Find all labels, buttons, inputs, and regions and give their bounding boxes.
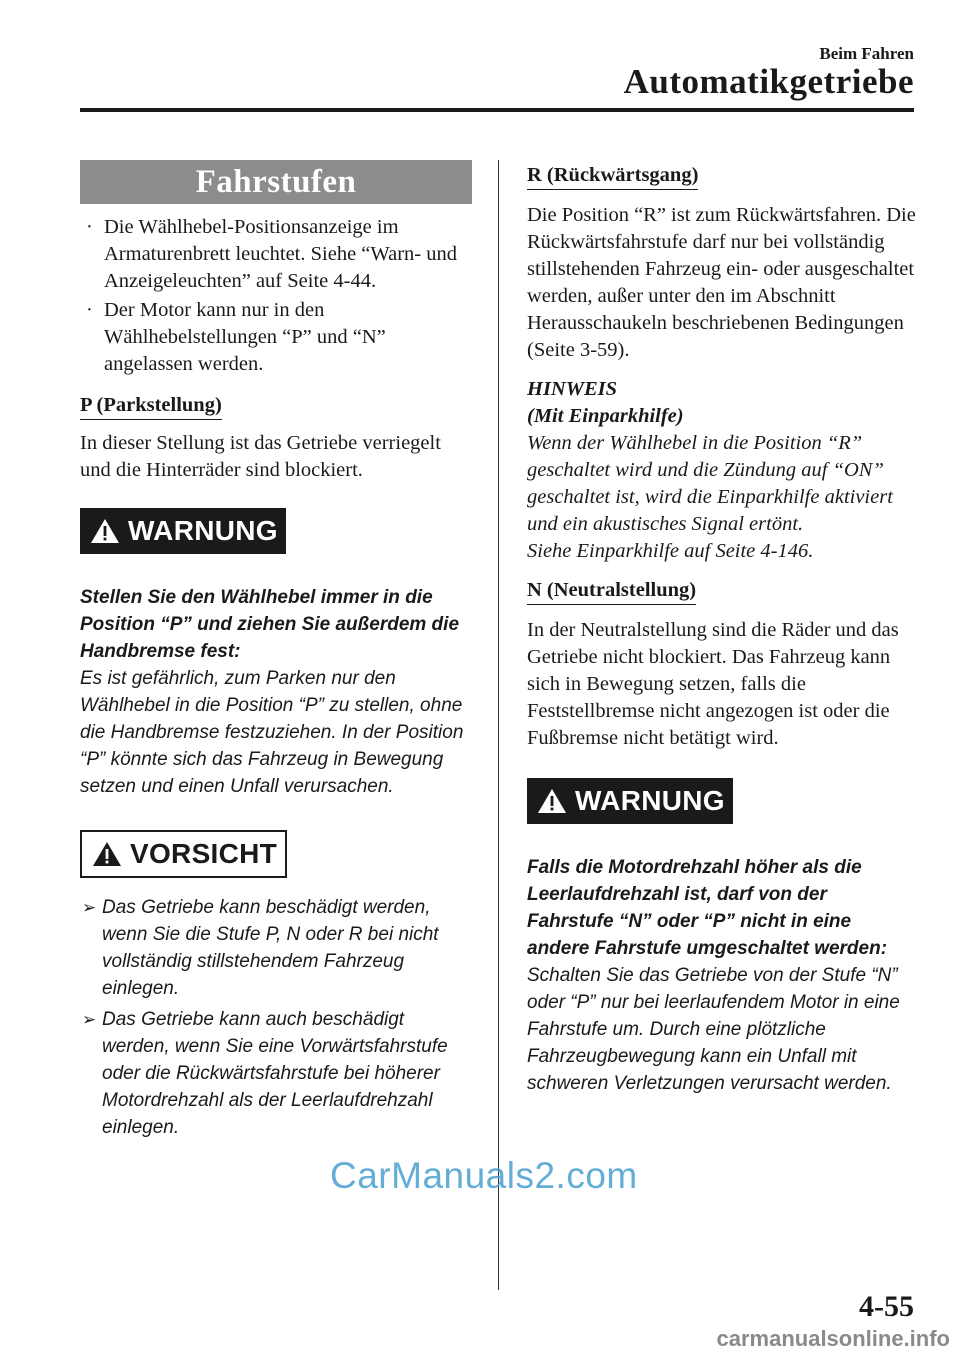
warning-headline: Falls die Motordrehzahl höher als die Leerlaufdrehzahl ist, darf von der Fahrstufe “N” oder “P” nicht in eine andere Fahrstufe umgeschaltet werden: xyxy=(527,857,888,959)
arrow-bullet-icon: ➢ xyxy=(82,898,97,917)
warning-label: WARNUNG xyxy=(128,515,278,546)
list-item: ➢ Das Getriebe kann auch beschädigt werden, wenn Sie eine Vorwärtsfahrstufe oder die Rückwärtsfahrstufe bei höherer Motordrehzahl als der Leerlaufdrehzahl einlegen. xyxy=(80,1006,472,1141)
warning-triangle-icon xyxy=(90,518,120,544)
column-divider xyxy=(498,160,499,1290)
warning-triangle-icon xyxy=(537,788,567,814)
warning-label: WARNUNG xyxy=(575,785,725,816)
warning-box xyxy=(527,778,733,824)
caution-label: VORSICHT xyxy=(130,838,278,869)
list-item: · Der Motor kann nur in den Wählhebelstellungen “P” und “N” angelassen werden. xyxy=(86,299,386,375)
heading-n-neutralstellung: N (Neutralstellung) xyxy=(527,577,696,605)
p-description: In dieser Stellung ist das Getriebe verriegelt und die Hinterräder sind blockiert. xyxy=(80,432,441,481)
bullet-dot-icon: · xyxy=(86,299,93,321)
caution-box xyxy=(80,830,287,878)
warning-body: Schalten Sie das Getriebe von der Stufe “N” oder “P” nur bei leerlaufendem Motor in eine Fahrstufe um. Durch eine plötzliche Fahrzeugbewegung kann ein Unfall mit schweren Verletzungen verursacht werden. xyxy=(527,965,900,1094)
watermark-carmanuals2: CarManuals2.com xyxy=(330,1155,638,1196)
page-number: 4-55 xyxy=(859,1290,914,1323)
warning-box xyxy=(80,508,286,554)
section-banner-fahrstufen: Fahrstufen xyxy=(80,160,472,204)
right-column xyxy=(527,160,917,1097)
heading-r-rueckwaertsgang: R (Rückwärtsgang) xyxy=(527,162,698,190)
warning-body: Es ist gefährlich, zum Parken nur den Wählhebel in die Position “P” zu stellen, ohne die Handbremse festzuziehen. In der Position “P” könnte sich das Fahrzeug in Bewegung setzen und einen Unfall verursachen. xyxy=(80,668,464,797)
list-item: ➢ Das Getriebe kann beschädigt werden, wenn Sie die Stufe P, N oder R bei nicht vollständig stillstehendem Fahrzeug einlegen. xyxy=(80,894,472,1002)
list-item: · Die Wählhebel-Positionsanzeige im Armaturenbrett leuchtet. Siehe “Warn- und Anzeigeleuchten” auf Seite 4-44. xyxy=(86,216,457,292)
hinweis-title: HINWEIS xyxy=(527,378,618,400)
warning-triangle-icon xyxy=(92,841,122,867)
heading-p-parkstellung: P (Parkstellung) xyxy=(80,392,222,420)
running-header-chapter: Automatikgetriebe xyxy=(623,62,914,101)
hinweis-subtitle: (Mit Einparkhilfe) xyxy=(527,405,684,427)
footer-watermark: carmanualsonline.info xyxy=(716,1326,950,1351)
running-header-section: Beim Fahren xyxy=(819,44,914,63)
header-rule xyxy=(80,108,914,112)
caution-list xyxy=(80,894,472,1141)
bullet-dot-icon: · xyxy=(86,216,93,238)
n-description: In der Neutralstellung sind die Räder und das Getriebe nicht blockiert. Das Fahrzeug kann sich in Bewegung setzen, falls die Feststellbremse nicht angezogen ist oder die Fußbremse nicht betätigt wird. xyxy=(527,619,899,749)
r-description: Die Position “R” ist zum Rückwärtsfahren. Die Rückwärtsfahrstufe darf nur bei vollständig stillstehenden Fahrzeug ein- oder ausgeschaltet werden, außer unter den im Abschnitt Herausschaukeln beschriebenen Bedingungen (Seite 3-59). xyxy=(527,204,916,361)
intro-bullet-list xyxy=(80,214,472,378)
arrow-bullet-icon: ➢ xyxy=(82,1010,97,1029)
hinweis-reference: Siehe Einparkhilfe auf Seite 4-146. xyxy=(527,540,814,562)
hinweis-text: Wenn der Wählhebel in die Position “R” geschaltet wird und die Zündung auf “ON” geschaltet ist, wird die Einparkhilfe aktiviert und ein akustisches Signal ertönt. xyxy=(527,432,893,535)
left-column xyxy=(80,160,472,1145)
warning-headline: Stellen Sie den Wählhebel immer in die Position “P” und ziehen Sie außerdem die Handbremse fest: xyxy=(80,587,460,662)
